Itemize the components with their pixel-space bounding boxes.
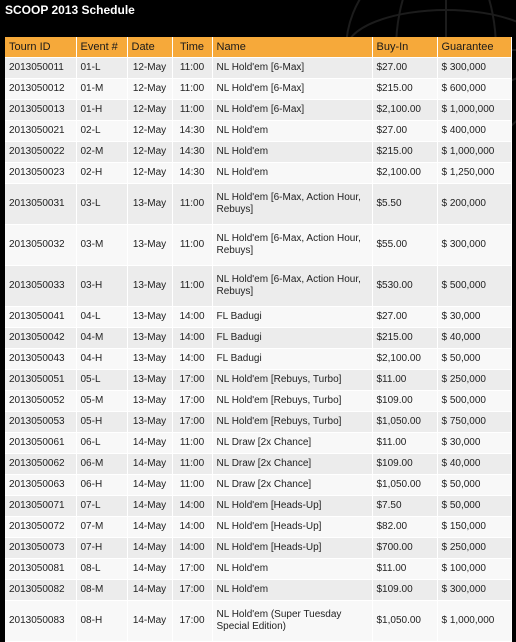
tourn-id-cell: 2013050031 <box>5 184 76 225</box>
time-cell: 17:00 <box>172 580 212 601</box>
date-cell: 14-May <box>127 601 172 642</box>
guarantee-cell: $ 1,250,000 <box>437 163 511 184</box>
time-cell: 17:00 <box>172 412 212 433</box>
date-cell: 13-May <box>127 225 172 266</box>
time-cell: 17:00 <box>172 391 212 412</box>
table-row <box>5 163 511 184</box>
column-header-event[interactable]: Event # <box>76 37 127 58</box>
date-cell: 14-May <box>127 475 172 496</box>
guarantee-cell: $ 40,000 <box>437 328 511 349</box>
event-cell: 02-H <box>76 163 127 184</box>
name-cell: NL Hold'em [Rebuys, Turbo] <box>212 412 372 433</box>
buy-in-cell: $215.00 <box>372 142 437 163</box>
date-cell: 14-May <box>127 559 172 580</box>
tourn-id-cell: 2013050071 <box>5 496 76 517</box>
name-cell: NL Hold'em [6-Max, Action Hour, Rebuys] <box>212 266 372 307</box>
date-cell: 13-May <box>127 412 172 433</box>
schedule-table <box>5 37 512 642</box>
guarantee-cell: $ 500,000 <box>437 391 511 412</box>
column-header-guarantee[interactable]: Guarantee <box>437 37 511 58</box>
guarantee-cell: $ 50,000 <box>437 349 511 370</box>
event-cell: 02-L <box>76 121 127 142</box>
table-row <box>5 517 511 538</box>
guarantee-cell: $ 600,000 <box>437 79 511 100</box>
name-cell: NL Hold'em (Super Tuesday Special Edition) <box>212 601 372 642</box>
time-cell: 17:00 <box>172 370 212 391</box>
date-cell: 12-May <box>127 79 172 100</box>
date-cell: 12-May <box>127 121 172 142</box>
table-row <box>5 454 511 475</box>
tourn-id-cell: 2013050042 <box>5 328 76 349</box>
guarantee-cell: $ 200,000 <box>437 184 511 225</box>
guarantee-cell: $ 300,000 <box>437 580 511 601</box>
date-cell: 14-May <box>127 496 172 517</box>
date-cell: 13-May <box>127 328 172 349</box>
time-cell: 14:00 <box>172 517 212 538</box>
name-cell: NL Draw [2x Chance] <box>212 433 372 454</box>
name-cell: FL Badugi <box>212 328 372 349</box>
date-cell: 13-May <box>127 391 172 412</box>
buy-in-cell: $2,100.00 <box>372 100 437 121</box>
guarantee-cell: $ 1,000,000 <box>437 601 511 642</box>
date-cell: 12-May <box>127 100 172 121</box>
buy-in-cell: $2,100.00 <box>372 163 437 184</box>
table-row <box>5 580 511 601</box>
buy-in-cell: $27.00 <box>372 58 437 79</box>
time-cell: 14:00 <box>172 307 212 328</box>
buy-in-cell: $215.00 <box>372 328 437 349</box>
time-cell: 11:00 <box>172 454 212 475</box>
event-cell: 03-M <box>76 225 127 266</box>
buy-in-cell: $109.00 <box>372 580 437 601</box>
table-row <box>5 601 511 642</box>
table-row <box>5 121 511 142</box>
name-cell: NL Hold'em [Heads-Up] <box>212 538 372 559</box>
tourn-id-cell: 2013050052 <box>5 391 76 412</box>
guarantee-cell: $ 150,000 <box>437 517 511 538</box>
table-header-row <box>5 37 511 58</box>
time-cell: 14:30 <box>172 121 212 142</box>
event-cell: 01-H <box>76 100 127 121</box>
table-row <box>5 307 511 328</box>
tourn-id-cell: 2013050072 <box>5 517 76 538</box>
tourn-id-cell: 2013050061 <box>5 433 76 454</box>
buy-in-cell: $1,050.00 <box>372 475 437 496</box>
guarantee-cell: $ 400,000 <box>437 121 511 142</box>
tourn-id-cell: 2013050033 <box>5 266 76 307</box>
date-cell: 13-May <box>127 266 172 307</box>
guarantee-cell: $ 40,000 <box>437 454 511 475</box>
table-row <box>5 79 511 100</box>
table-row <box>5 100 511 121</box>
time-cell: 17:00 <box>172 559 212 580</box>
date-cell: 13-May <box>127 307 172 328</box>
name-cell: NL Hold'em <box>212 142 372 163</box>
buy-in-cell: $215.00 <box>372 79 437 100</box>
table-row <box>5 391 511 412</box>
name-cell: NL Hold'em [Rebuys, Turbo] <box>212 370 372 391</box>
date-cell: 12-May <box>127 142 172 163</box>
table-row <box>5 433 511 454</box>
name-cell: NL Hold'em [6-Max, Action Hour, Rebuys] <box>212 225 372 266</box>
time-cell: 14:00 <box>172 496 212 517</box>
tourn-id-cell: 2013050043 <box>5 349 76 370</box>
table-row <box>5 538 511 559</box>
name-cell: NL Hold'em [6-Max] <box>212 79 372 100</box>
guarantee-cell: $ 1,000,000 <box>437 100 511 121</box>
event-cell: 07-H <box>76 538 127 559</box>
guarantee-cell: $ 250,000 <box>437 370 511 391</box>
buy-in-cell: $700.00 <box>372 538 437 559</box>
name-cell: NL Draw [2x Chance] <box>212 454 372 475</box>
name-cell: NL Hold'em <box>212 163 372 184</box>
time-cell: 11:00 <box>172 266 212 307</box>
time-cell: 11:00 <box>172 433 212 454</box>
buy-in-cell: $55.00 <box>372 225 437 266</box>
name-cell: NL Hold'em <box>212 580 372 601</box>
name-cell: NL Draw [2x Chance] <box>212 475 372 496</box>
buy-in-cell: $1,050.00 <box>372 412 437 433</box>
event-cell: 03-L <box>76 184 127 225</box>
buy-in-cell: $109.00 <box>372 391 437 412</box>
name-cell: FL Badugi <box>212 349 372 370</box>
tourn-id-cell: 2013050062 <box>5 454 76 475</box>
guarantee-cell: $ 300,000 <box>437 58 511 79</box>
time-cell: 17:00 <box>172 601 212 642</box>
name-cell: NL Hold'em [Heads-Up] <box>212 517 372 538</box>
buy-in-cell: $11.00 <box>372 433 437 454</box>
date-cell: 13-May <box>127 349 172 370</box>
buy-in-cell: $5.50 <box>372 184 437 225</box>
buy-in-cell: $2,100.00 <box>372 349 437 370</box>
event-cell: 05-L <box>76 370 127 391</box>
event-cell: 05-H <box>76 412 127 433</box>
name-cell: NL Hold'em <box>212 559 372 580</box>
column-header-date[interactable]: Date <box>127 37 172 58</box>
tourn-id-cell: 2013050041 <box>5 307 76 328</box>
event-cell: 08-M <box>76 580 127 601</box>
event-cell: 01-L <box>76 58 127 79</box>
date-cell: 14-May <box>127 580 172 601</box>
column-header-name[interactable]: Name <box>212 37 372 58</box>
event-cell: 04-M <box>76 328 127 349</box>
guarantee-cell: $ 250,000 <box>437 538 511 559</box>
date-cell: 13-May <box>127 184 172 225</box>
date-cell: 13-May <box>127 370 172 391</box>
name-cell: NL Hold'em <box>212 121 372 142</box>
buy-in-cell: $109.00 <box>372 454 437 475</box>
table-row <box>5 475 511 496</box>
table-row <box>5 142 511 163</box>
guarantee-cell: $ 750,000 <box>437 412 511 433</box>
guarantee-cell: $ 50,000 <box>437 496 511 517</box>
tourn-id-cell: 2013050023 <box>5 163 76 184</box>
tourn-id-cell: 2013050032 <box>5 225 76 266</box>
date-cell: 12-May <box>127 163 172 184</box>
buy-in-cell: $1,050.00 <box>372 601 437 642</box>
tourn-id-cell: 2013050021 <box>5 121 76 142</box>
tourn-id-cell: 2013050063 <box>5 475 76 496</box>
date-cell: 14-May <box>127 538 172 559</box>
buy-in-cell: $82.00 <box>372 517 437 538</box>
table-row <box>5 496 511 517</box>
event-cell: 01-M <box>76 79 127 100</box>
time-cell: 11:00 <box>172 225 212 266</box>
event-cell: 08-H <box>76 601 127 642</box>
date-cell: 12-May <box>127 58 172 79</box>
event-cell: 04-H <box>76 349 127 370</box>
tourn-id-cell: 2013050051 <box>5 370 76 391</box>
time-cell: 14:00 <box>172 538 212 559</box>
tourn-id-cell: 2013050073 <box>5 538 76 559</box>
table-row <box>5 184 511 225</box>
guarantee-cell: $ 30,000 <box>437 307 511 328</box>
buy-in-cell: $7.50 <box>372 496 437 517</box>
page-title: SCOOP 2013 Schedule <box>5 3 135 17</box>
tourn-id-cell: 2013050022 <box>5 142 76 163</box>
table-row <box>5 58 511 79</box>
date-cell: 14-May <box>127 433 172 454</box>
time-cell: 14:00 <box>172 349 212 370</box>
date-cell: 14-May <box>127 454 172 475</box>
table-row <box>5 328 511 349</box>
buy-in-cell: $530.00 <box>372 266 437 307</box>
guarantee-cell: $ 100,000 <box>437 559 511 580</box>
event-cell: 06-L <box>76 433 127 454</box>
event-cell: 04-L <box>76 307 127 328</box>
table-row <box>5 225 511 266</box>
time-cell: 11:00 <box>172 79 212 100</box>
time-cell: 14:30 <box>172 142 212 163</box>
buy-in-cell: $11.00 <box>372 559 437 580</box>
guarantee-cell: $ 1,000,000 <box>437 142 511 163</box>
event-cell: 07-M <box>76 517 127 538</box>
guarantee-cell: $ 30,000 <box>437 433 511 454</box>
table-row <box>5 349 511 370</box>
event-cell: 08-L <box>76 559 127 580</box>
event-cell: 02-M <box>76 142 127 163</box>
buy-in-cell: $11.00 <box>372 370 437 391</box>
name-cell: NL Hold'em [Heads-Up] <box>212 496 372 517</box>
event-cell: 05-M <box>76 391 127 412</box>
time-cell: 11:00 <box>172 58 212 79</box>
column-header-time[interactable]: Time <box>172 37 212 58</box>
tourn-id-cell: 2013050012 <box>5 79 76 100</box>
event-cell: 07-L <box>76 496 127 517</box>
buy-in-cell: $27.00 <box>372 307 437 328</box>
tourn-id-cell: 2013050082 <box>5 580 76 601</box>
name-cell: FL Badugi <box>212 307 372 328</box>
guarantee-cell: $ 50,000 <box>437 475 511 496</box>
tourn-id-cell: 2013050083 <box>5 601 76 642</box>
time-cell: 14:00 <box>172 328 212 349</box>
time-cell: 14:30 <box>172 163 212 184</box>
column-header-tourn-id[interactable]: Tourn ID <box>5 37 76 58</box>
name-cell: NL Hold'em [6-Max] <box>212 58 372 79</box>
table-row <box>5 559 511 580</box>
guarantee-cell: $ 300,000 <box>437 225 511 266</box>
date-cell: 14-May <box>127 517 172 538</box>
event-cell: 06-H <box>76 475 127 496</box>
name-cell: NL Hold'em [Rebuys, Turbo] <box>212 391 372 412</box>
tourn-id-cell: 2013050081 <box>5 559 76 580</box>
time-cell: 11:00 <box>172 100 212 121</box>
table-row <box>5 412 511 433</box>
name-cell: NL Hold'em [6-Max] <box>212 100 372 121</box>
table-row <box>5 370 511 391</box>
guarantee-cell: $ 500,000 <box>437 266 511 307</box>
time-cell: 11:00 <box>172 475 212 496</box>
name-cell: NL Hold'em [6-Max, Action Hour, Rebuys] <box>212 184 372 225</box>
column-header-buy-in[interactable]: Buy-In <box>372 37 437 58</box>
tourn-id-cell: 2013050013 <box>5 100 76 121</box>
event-cell: 03-H <box>76 266 127 307</box>
tourn-id-cell: 2013050011 <box>5 58 76 79</box>
tourn-id-cell: 2013050053 <box>5 412 76 433</box>
table-row <box>5 266 511 307</box>
event-cell: 06-M <box>76 454 127 475</box>
time-cell: 11:00 <box>172 184 212 225</box>
buy-in-cell: $27.00 <box>372 121 437 142</box>
